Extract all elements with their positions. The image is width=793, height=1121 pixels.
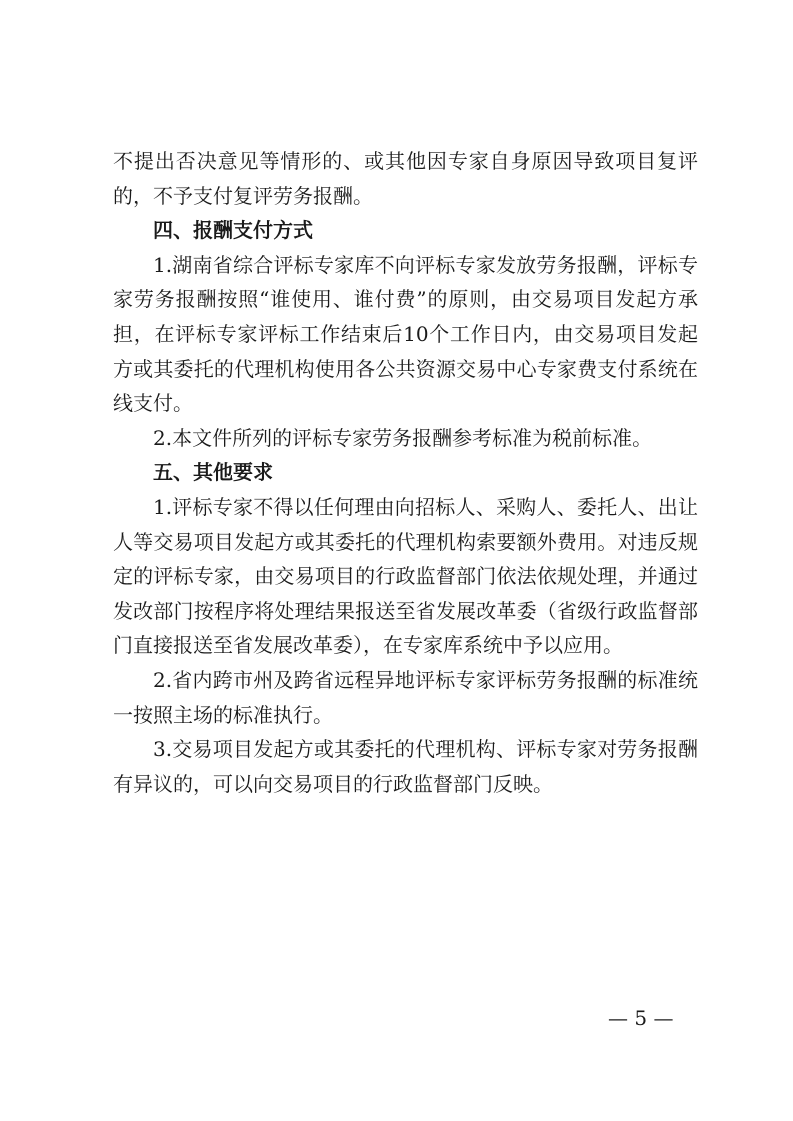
document-body [113,144,698,801]
paragraph-payment-1: 1.湖南省综合评标专家库不向评标专家发放劳务报酬，评标专家劳务报酬按照“谁使用、谁付费”的原则，由交易项目发起方承担，在评标专家评标工作结束后10个工作日内，由交易项目发起方或其委托的代理机构使用各公共资源交易中心专家费支付系统在线支付。 [113,252,698,416]
paragraph-requirement-3: 3.交易项目发起方或其委托的代理机构、评标专家对劳务报酬有异议的，可以向交易项目的行政监督部门反映。 [113,737,698,796]
paragraph-requirement-2: 2.省内跨市州及跨省远程异地评标专家评标劳务报酬的标准统一按照主场的标准执行。 [113,667,698,727]
page-number: — 5 — [608,1006,674,1030]
paragraph-requirement-1: 1.评标专家不得以任何理由向招标人、采购人、委托人、出让人等交易项目发起方或其委托的代理机构索要额外费用。对违反规定的评标专家，由交易项目的行政监督部门依法依规处理，并通过发改部门按程序将处理结果报送至省发展改革委（省级行政监督部门直接报送至省发展改革委），在专家库系统中予以应用。 [113,494,698,658]
section-heading-payment-method: 四、报酬支付方式 [153,218,313,243]
section-heading-other-requirements: 五、其他要求 [153,460,273,485]
paragraph-continuation: 不提出否决意见等情形的、或其他因专家自身原因导致项目复评的，不予支付复评劳务报酬。 [113,149,698,208]
paragraph-payment-2: 2.本文件所列的评标专家劳务报酬参考标准为税前标准。 [153,425,653,450]
